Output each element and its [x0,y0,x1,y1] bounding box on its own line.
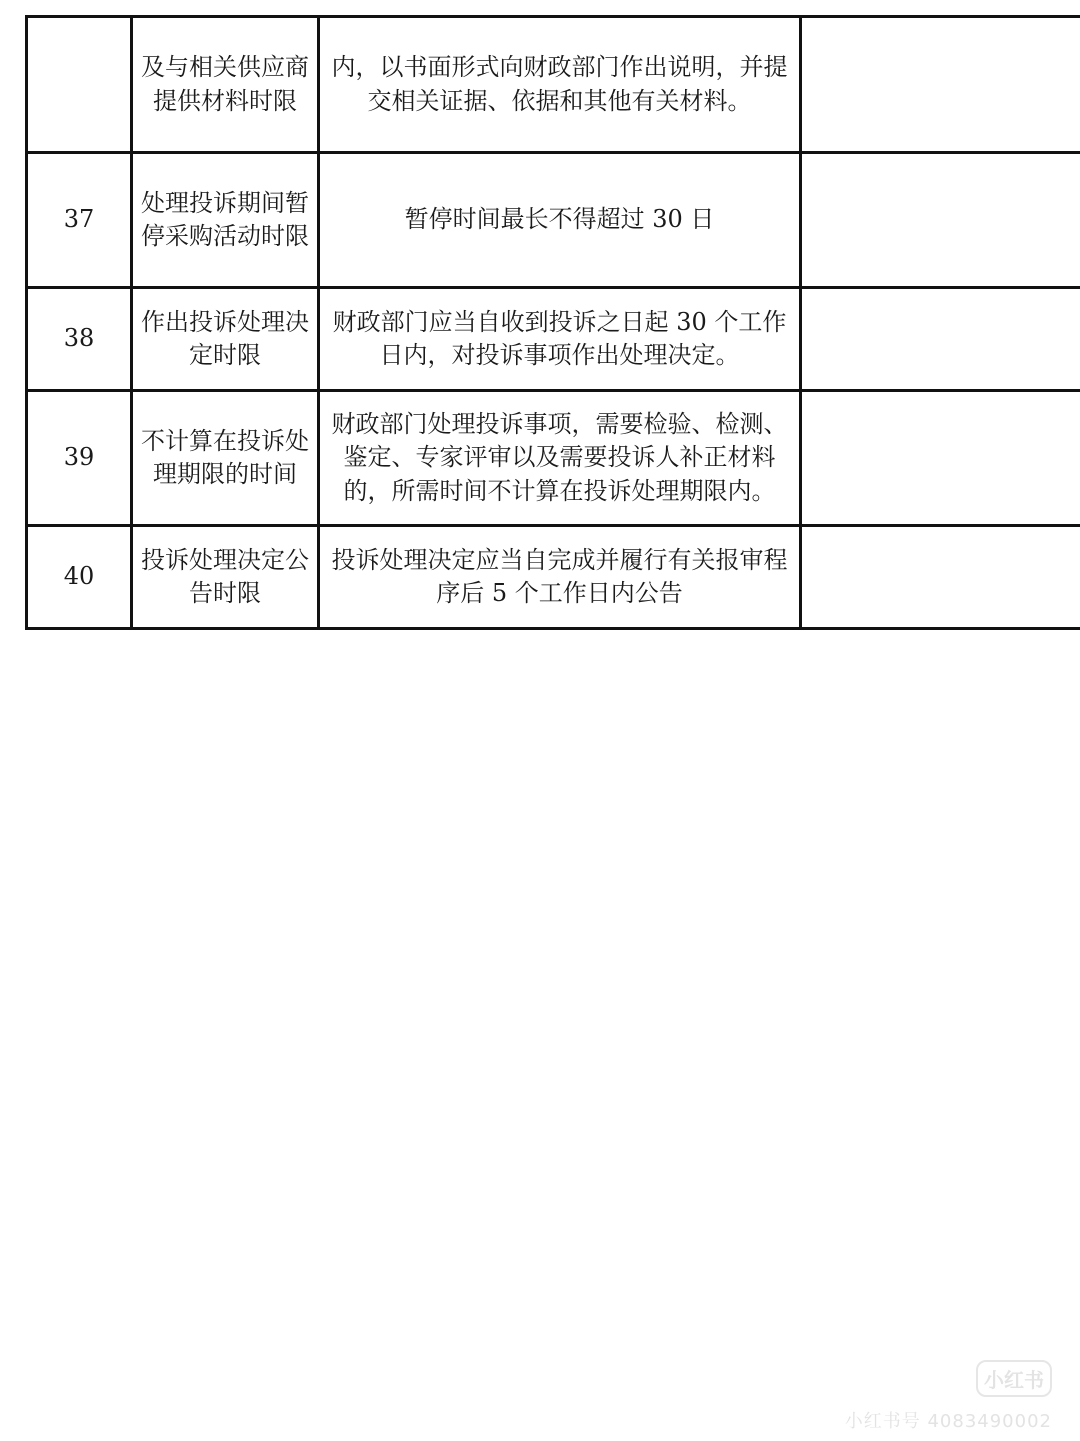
watermark-logo: 小红书 [976,1360,1052,1397]
item-content: 暂停时间最长不得超过 30 日 [319,153,801,288]
item-note [801,17,1080,153]
row-number: 37 [27,153,132,288]
item-note [801,391,1080,526]
table-row [27,17,1080,153]
row-number: 39 [27,391,132,526]
item-note [801,288,1080,391]
item-name: 作出投诉处理决定时限 [132,288,319,391]
table-row [27,526,1080,629]
table-row [27,391,1080,526]
item-name: 及与相关供应商提供材料时限 [132,17,319,153]
watermark-account-id: 小红书号 4083490002 [844,1411,1052,1432]
row-number: 38 [27,288,132,391]
item-name: 投诉处理决定公告时限 [132,526,319,629]
item-content: 内，以书面形式向财政部门作出说明，并提交相关证据、依据和其他有关材料。 [319,17,801,153]
row-number: 40 [27,526,132,629]
item-content: 财政部门应当自收到投诉之日起 30 个工作日内，对投诉事项作出处理决定。 [319,288,801,391]
table-row [27,288,1080,391]
item-note [801,526,1080,629]
watermark [845,1360,1052,1433]
item-content: 财政部门处理投诉事项，需要检验、检测、鉴定、专家评审以及需要投诉人补正材料的，所需时间不计算在投诉处理期限内。 [319,391,801,526]
table-row [27,153,1080,288]
item-name: 处理投诉期间暂停采购活动时限 [132,153,319,288]
row-number [27,17,132,153]
document-table-wrapper [25,15,1057,630]
item-name: 不计算在投诉处理期限的时间 [132,391,319,526]
item-note [801,153,1080,288]
item-content: 投诉处理决定应当自完成并履行有关报审程序后 5 个工作日内公告 [319,526,801,629]
time-limit-table [25,15,1080,630]
